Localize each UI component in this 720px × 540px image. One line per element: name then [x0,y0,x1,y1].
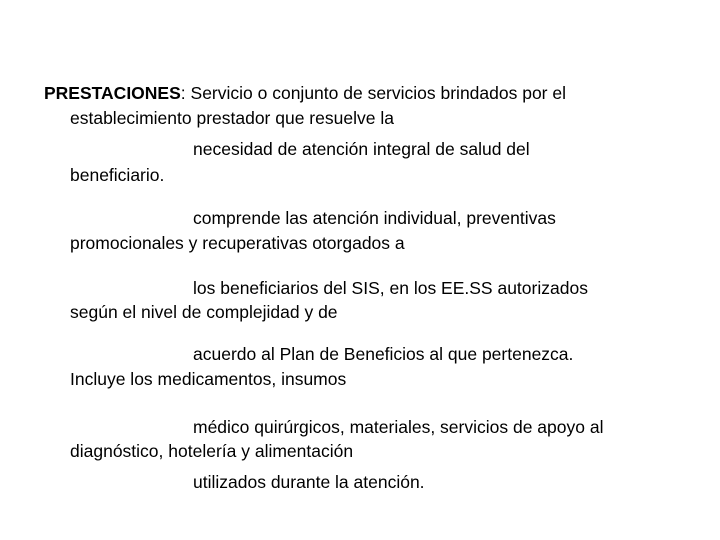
definition-line-11: médico quirúrgicos, materiales, servicios de apoyo al [193,417,604,437]
definition-line-10: Incluye los medicamentos, insumos [70,369,347,389]
definition-line-12: diagnóstico, hotelería y alimentación [70,441,354,461]
definition-line-1 [44,83,566,103]
definition-line-9: acuerdo al Plan de Beneficios al que pertenezca. [193,344,574,364]
definition-line-5: comprende las atención individual, preventivas [193,208,556,228]
definition-line-4: beneficiario. [70,165,165,185]
definition-line-6: promocionales y recuperativas otorgados a [70,233,405,253]
definition-line-13: utilizados durante la atención. [193,472,425,492]
term-separator: : [180,83,191,103]
definition-text-line-1: Servicio o conjunto de servicios brindados por el [190,83,566,103]
definition-line-7: los beneficiarios del SIS, en los EE.SS autorizados [193,278,588,298]
definition-line-2: establecimiento prestador que resuelve la [70,108,394,128]
definition-line-3: necesidad de atención integral de salud del [193,139,530,159]
definition-line-8: según el nivel de complejidad y de [70,302,338,322]
definition-term: PRESTACIONES [44,83,181,103]
